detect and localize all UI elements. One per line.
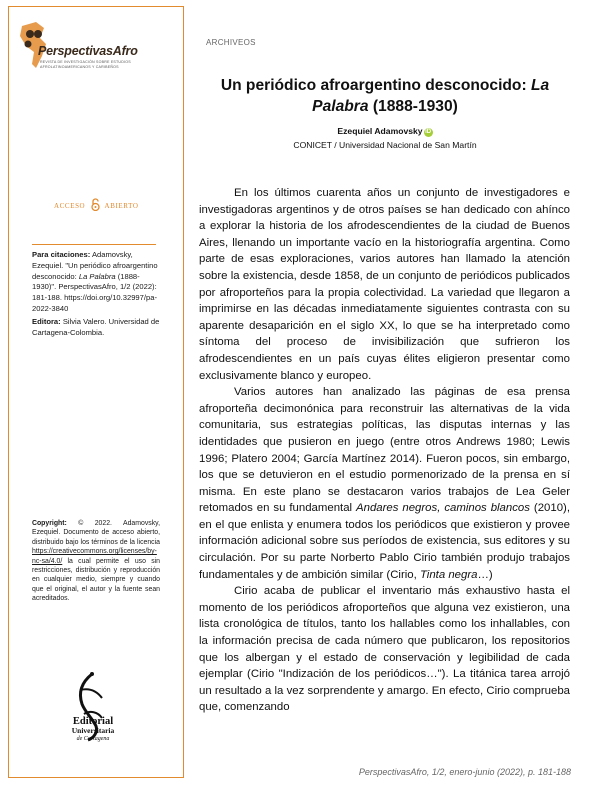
publisher-name: Editorial Universitaria de Cartagena — [71, 716, 115, 742]
citation-block: Para citaciones: Adamovsky, Ezequiel. "Un periódico afroargentino desconocido: La Palabra (1888-1930)". PerspectivasAfro, 1/2 (2022): 181-188. https://doi.org/10.32997/pa-2022-3840 — [32, 250, 158, 313]
paragraph-2: Varios autores han analizado las páginas de esa prensa afroporteña decimonónica para reconstruir las alternativas de la vida comunitaria, sus estrategias políticas, las disputas internas y las identidades que pusieron en juego (entre otros Andrews 1980; Lewis 1996; Platero 2004; García Martínez 2014). Fueron pocos, sin embargo, los que se detuvieron en el estudio pormenorizado de la prensa en sí misma. En este plano se destacaron varios trabajos de Lea Geler retomados en su fundamental Andares negros, caminos blancos (2010), en el que enlista y enumera todos los periódicos que existieron y provee información adicional sobre sus períodos de existencia, sus editores y su circulación. Por su parte Norberto Pablo Cirio también produjo trabajos fundamentales y de ambición similar (Cirio, Tinta negra…) — [199, 386, 571, 581]
section-label: ARCHIVEOS — [206, 38, 256, 47]
open-access-badge: ACCESO ABIERTO — [54, 198, 139, 211]
editor-block: Editora: Silvia Valero. Universidad de Cartagena-Colombia. — [32, 317, 160, 337]
paragraph-1: En los últimos cuarenta años un conjunto de investigadores e investigadoras argentinos y de otros países se han dedicado con ahínco a explorar la historia de los afrodescendientes de la ciudad de Buenos Aires, llenando un importante vacío en la historiografía argentina. Como parte de esas exploraciones, varios autores han llamado la atención sobre la existencia, desde 1858, de un conjunto de periódicos publicados por afroporteños para la propia colectividad. La variedad que llegaron a imprimirse en las décadas inmediatamente siguientes contrasta con su aparente desaparición en el siglo XX, lo que se ha interpretado como síntoma del proceso de invisibilización que sufrieron los afrodescendientes en un país cuyas élites eligieron presentar como exclusivamente blanco y europeo. — [199, 187, 570, 382]
open-lock-icon — [91, 198, 100, 211]
paragraph-3: Cirio acaba de publicar el inventario más exhaustivo hasta el momento de los periódicos afroporteños que alguna vez existieron, una lista cronológica de títulos, tanto los hallables como los inhallables, con la información precisa de cada número que publicaron, los repositorios que los albergan y el estado de conservación y legibilidad de cada ejemplar (Cirio "Indización de los periódicos…"). La titánica tarea arrojó un resultado a la vez sorprendente y amargo. En efecto, Cirio comprueba que, comenzando — [199, 585, 570, 714]
orcid-icon[interactable]: iD — [425, 129, 432, 135]
journal-tagline: REVISTA DE INVESTIGACIÓN SOBRE ESTUDIOS AFROLATINOAMERICANOS Y CARIBEÑOS — [40, 60, 131, 69]
author-name: Ezequiel Adamovsky iD — [337, 126, 432, 136]
article-body — [199, 185, 570, 716]
sidebar-divider — [32, 244, 156, 245]
copyright-block: Copyright: © 2022. Adamovsky, Ezequiel. Documento de acceso abierto, distribuido bajo los términos de la licencia https://creativecommons.org/licenses/by-nc-sa/4.0/ la cual permite el uso sin restricciones, distribución y reproducción en cualquier medio, siempre y cuando que el original, el autor y la fuente sean acreditados. — [32, 520, 160, 603]
license-link[interactable]: https://creativecommons.org/licenses/by-nc-sa/4.0/ — [32, 548, 157, 565]
publisher-logo — [52, 638, 132, 778]
article-title: Un periódico afroargentino desconocido: La Palabra (1888-1930) — [220, 77, 550, 115]
author-affiliation: CONICET / Universidad Nacional de San Martín — [293, 140, 477, 150]
journal-logo-name: PerspectivasAfro — [38, 44, 138, 58]
sidebar — [0, 0, 186, 792]
page-footer: PerspectivasAfro, 1/2, enero-junio (2022), p. 181-188 — [358, 767, 571, 777]
